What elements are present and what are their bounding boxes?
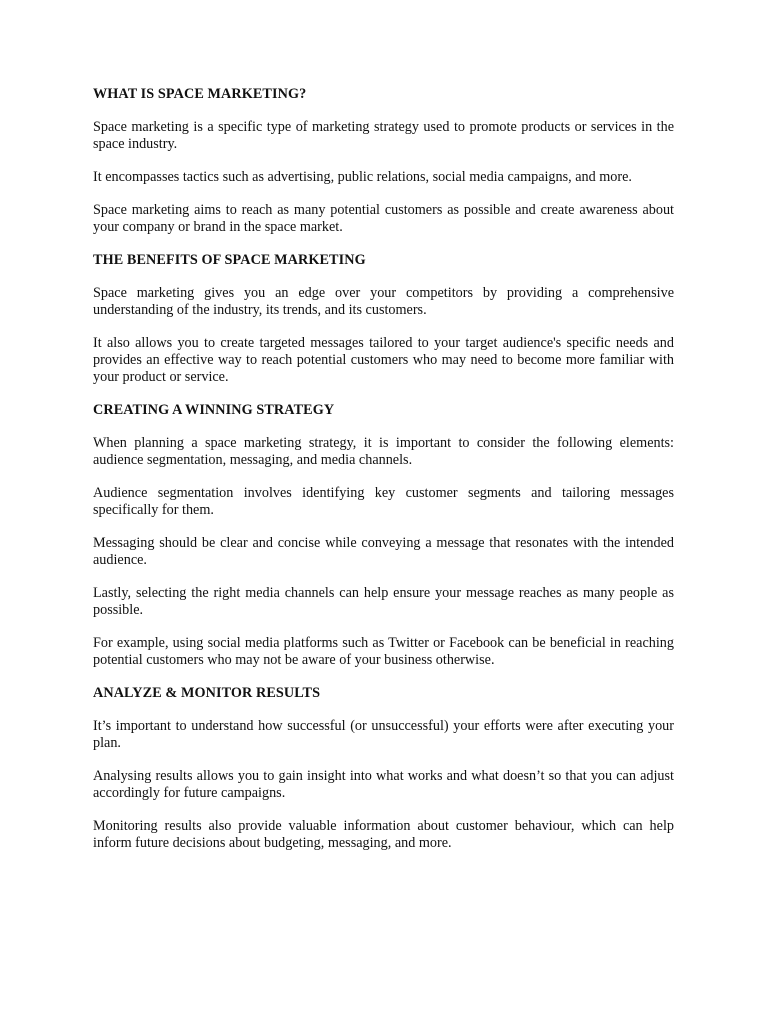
paragraph: It also allows you to create targeted messages tailored to your target audience's specific needs and provides an effective way to reach potential customers who may need to become more familiar with your product or service.	[93, 335, 674, 385]
section-heading: WHAT IS SPACE MARKETING?	[93, 86, 307, 102]
paragraph: Space marketing gives you an edge over your competitors by providing a comprehensive understanding of the industry, its trends, and its customers.	[93, 285, 674, 318]
section-creating-a-winning-strategy	[93, 402, 674, 669]
paragraph: Analysing results allows you to gain insight into what works and what doesn’t so that you can adjust accordingly for future campaigns.	[93, 768, 674, 801]
section-what-is-space-marketing	[93, 86, 674, 236]
paragraph: Monitoring results also provide valuable information about customer behaviour, which can help inform future decisions about budgeting, messaging, and more.	[93, 818, 674, 851]
document-page	[93, 86, 674, 868]
section-heading: CREATING A WINNING STRATEGY	[93, 402, 335, 418]
section-analyze-and-monitor-results	[93, 685, 674, 852]
section-benefits-of-space-marketing	[93, 252, 674, 386]
paragraph: For example, using social media platforms such as Twitter or Facebook can be beneficial in reaching potential customers who may not be aware of your business otherwise.	[93, 635, 674, 668]
paragraph: Space marketing aims to reach as many potential customers as possible and create awareness about your company or brand in the space market.	[93, 202, 674, 235]
section-heading: THE BENEFITS OF SPACE MARKETING	[93, 252, 366, 268]
paragraph: Space marketing is a specific type of marketing strategy used to promote products or services in the space industry.	[93, 119, 674, 152]
paragraph: It’s important to understand how successful (or unsuccessful) your efforts were after executing your plan.	[93, 718, 674, 751]
paragraph: It encompasses tactics such as advertising, public relations, social media campaigns, and more.	[93, 169, 632, 185]
section-heading: ANALYZE & MONITOR RESULTS	[93, 685, 321, 701]
paragraph: Messaging should be clear and concise while conveying a message that resonates with the intended audience.	[93, 535, 674, 568]
paragraph: When planning a space marketing strategy, it is important to consider the following elements: audience segmentation, messaging, and media channels.	[93, 435, 674, 468]
paragraph: Audience segmentation involves identifying key customer segments and tailoring messages specifically for them.	[93, 485, 674, 518]
paragraph: Lastly, selecting the right media channels can help ensure your message reaches as many people as possible.	[93, 585, 674, 618]
